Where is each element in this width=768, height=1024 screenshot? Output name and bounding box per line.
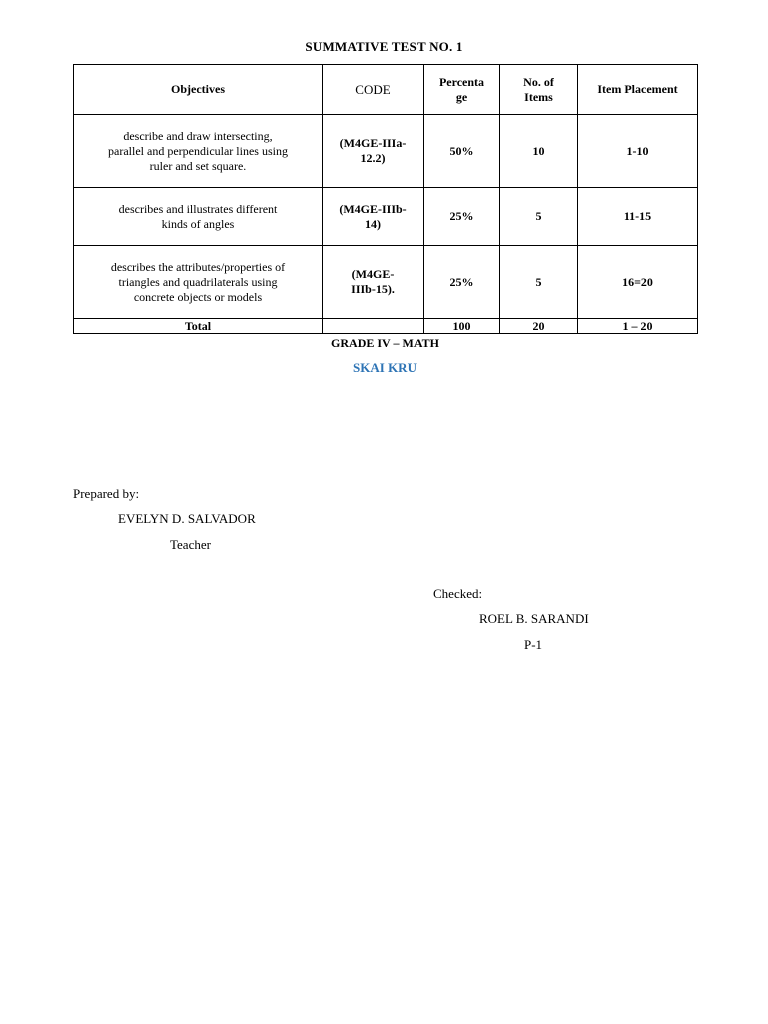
- code-cell: (M4GE-IIIb- 14): [323, 188, 424, 246]
- table-header-row: [74, 65, 698, 115]
- prepared-by-label: Prepared by:: [73, 486, 140, 501]
- header-percentage: Percenta ge: [424, 65, 500, 115]
- items-cell: 10: [500, 115, 578, 188]
- percentage-cell: 50%: [424, 115, 500, 188]
- table-row: [74, 115, 698, 188]
- table-row: [74, 188, 698, 246]
- objective-cell: describes and illustrates different kinds of angles: [74, 188, 323, 246]
- specification-table: [73, 64, 698, 334]
- header-placement: Item Placement: [578, 65, 698, 115]
- code-cell: (M4GE- IIIb-15).: [323, 246, 424, 319]
- table-row: [74, 246, 698, 319]
- table-total-row: [74, 319, 698, 334]
- placement-cell: 11-15: [578, 188, 698, 246]
- placement-cell: 1-10: [578, 115, 698, 188]
- total-items: 20: [500, 319, 578, 334]
- checked-by-label: Checked:: [433, 586, 483, 601]
- items-cell: 5: [500, 188, 578, 246]
- checker-role: P-1: [524, 637, 543, 652]
- preparer-role: Teacher: [170, 537, 211, 552]
- code-cell: (M4GE-IIIa- 12.2): [323, 115, 424, 188]
- document-title: SUMMATIVE TEST NO. 1: [305, 39, 463, 54]
- objective-cell: describes the attributes/properties of triangles and quadrilaterals using concrete objects or models: [74, 246, 323, 319]
- total-code: [323, 319, 424, 334]
- checker-name: ROEL B. SARANDI: [479, 611, 589, 626]
- grade-subject: GRADE IV – MATH: [331, 336, 439, 350]
- header-objectives: Objectives: [74, 65, 323, 115]
- placement-cell: 16=20: [578, 246, 698, 319]
- percentage-cell: 25%: [424, 246, 500, 319]
- total-label: Total: [74, 319, 323, 334]
- header-items: No. of Items: [500, 65, 578, 115]
- items-cell: 5: [500, 246, 578, 319]
- objective-cell: describe and draw intersecting, parallel and perpendicular lines using ruler and set square.: [74, 115, 323, 188]
- percentage-cell: 25%: [424, 188, 500, 246]
- brand-name: SKAI KRU: [353, 360, 417, 375]
- total-placement: 1 – 20: [578, 319, 698, 334]
- header-code: CODE: [323, 65, 424, 115]
- total-percentage: 100: [424, 319, 500, 334]
- preparer-name: EVELYN D. SALVADOR: [118, 511, 256, 526]
